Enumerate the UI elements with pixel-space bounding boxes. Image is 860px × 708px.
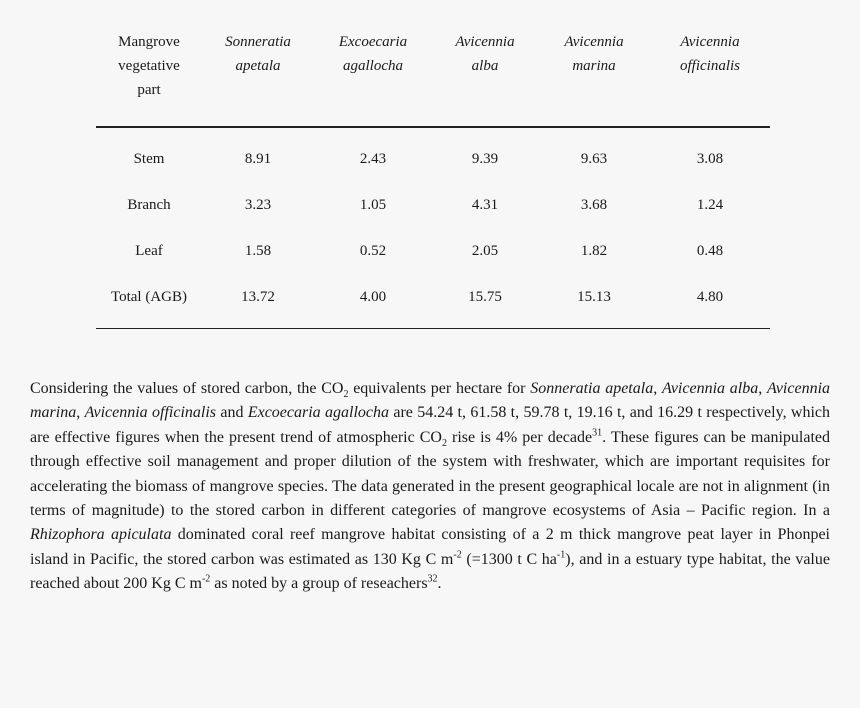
header-text-line: agallocha: [343, 58, 403, 74]
paragraph-text: ), and in a estuary type habitat, the value reached about 200 Kg C m: [30, 550, 830, 593]
table-row: [96, 127, 770, 182]
table-cell: 4.00: [359, 289, 387, 305]
species-name: Rhizophora apiculata: [30, 526, 172, 544]
header-excoecaria-agallocha: [314, 30, 432, 127]
body-paragraph: [30, 377, 830, 597]
paragraph-text: .: [437, 575, 442, 593]
header-text-line: alba: [471, 58, 499, 74]
paragraph-text: and: [216, 404, 248, 422]
table-cell: 1.05: [359, 197, 387, 213]
table-cell: 2.05: [471, 243, 499, 259]
paragraph-text: 2: [441, 438, 447, 449]
paragraph-text: 2: [343, 389, 349, 401]
header-text-line: Mangrove: [118, 34, 180, 50]
header-avicennia-marina: [538, 30, 650, 127]
table-cell: 9.39: [471, 151, 499, 167]
table-cell: 8.91: [244, 151, 272, 167]
table-cell: 4.80: [696, 289, 724, 305]
species-name: Sonneratia apetala: [530, 380, 654, 397]
row-label: Leaf: [135, 243, 163, 259]
header-text-line: marina: [572, 58, 616, 74]
species-name: Avicennia marina: [30, 380, 831, 422]
paragraph-text: -2: [453, 549, 462, 561]
biomass-table-container: [96, 30, 770, 329]
header-text-line: vegetative: [118, 58, 180, 74]
table-cell: 9.63: [580, 151, 608, 167]
paragraph-text: are 54.24 t, 61.58 t, 59.78 t, 19.16 t, and 16.29 t respectively, which are effective figures when the present trend of atmospheric CO: [30, 404, 831, 446]
header-avicennia-alba: [432, 30, 538, 127]
table-cell: 0.52: [359, 243, 387, 259]
table-cell: 15.75: [468, 289, 502, 305]
table-cell: 0.48: [696, 243, 724, 259]
paragraph-text: Considering the values of stored carbon, the CO: [30, 380, 344, 397]
paragraph-text: -2: [201, 573, 211, 585]
header-text-line: officinalis: [680, 58, 740, 74]
paragraph-text: rise is 4% per decade: [446, 428, 593, 446]
row-label: Total (AGB): [110, 289, 188, 305]
species-name: Excoecaria agallocha: [247, 404, 389, 422]
header-text-line: apetala: [235, 58, 281, 74]
header-text-line: Excoecaria: [338, 34, 408, 50]
table-cell: 3.68: [580, 197, 608, 213]
header-text-line: Avicennia: [564, 34, 624, 50]
table-row: [96, 228, 770, 274]
header-text-line: Avicennia: [680, 34, 740, 50]
table-cell: 3.08: [696, 151, 724, 167]
citation-ref: 31: [592, 427, 603, 439]
biomass-table: [96, 30, 770, 329]
header-avicennia-officinalis: [650, 30, 770, 127]
row-label: Branch: [127, 197, 171, 213]
table-cell: 1.58: [244, 243, 272, 259]
header-text-line: Sonneratia: [225, 34, 291, 50]
table-row: [96, 274, 770, 329]
table-cell: 1.82: [580, 243, 608, 259]
table-cell: 4.31: [471, 197, 499, 213]
header-text-line: Avicennia: [455, 34, 515, 50]
paragraph-text: equivalents per hectare for: [348, 380, 531, 397]
paragraph-text: . These figures can be manipulated through effective soil management and proper dilution of the system with freshwater, which are important requisites for accelerating the biomass of mangrove species. The data generated in the present geographical locale are not in alignment (in terms of magnitude) to the stored carbon in different categories of mangrove ecosystems of Asia – Pacific region. In a: [30, 428, 831, 520]
table-header-row: [96, 30, 770, 127]
paragraph-text: -1: [556, 549, 566, 561]
paragraph-text: ,: [76, 404, 85, 422]
header-sonneratia-apetala: [202, 30, 314, 127]
paragraph-text: (=1300 t C ha: [461, 550, 557, 568]
paragraph-text: ,: [758, 380, 767, 397]
paragraph-text: as noted by a group of reseachers: [210, 575, 428, 593]
species-name: Avicennia alba: [661, 380, 759, 397]
table-cell: 15.13: [577, 289, 611, 305]
species-name: Avicennia officinalis: [84, 404, 217, 422]
paragraph-text: dominated coral reef mangrove habitat consisting of a 2 m thick mangrove peat layer in Phonpei island in Pacific, the stored carbon was estimated as 130 Kg C m: [30, 526, 831, 568]
table-row: [96, 182, 770, 228]
table-cell: 2.43: [359, 151, 387, 167]
row-label: Stem: [133, 151, 165, 167]
header-text-line: part: [137, 82, 161, 98]
header-vegetative-part: [96, 30, 202, 127]
table-cell: 13.72: [241, 289, 275, 305]
citation-ref: 32: [427, 573, 438, 585]
table-cell: 1.24: [696, 197, 724, 213]
paragraph-text: ,: [653, 380, 662, 397]
table-cell: 3.23: [244, 197, 272, 213]
